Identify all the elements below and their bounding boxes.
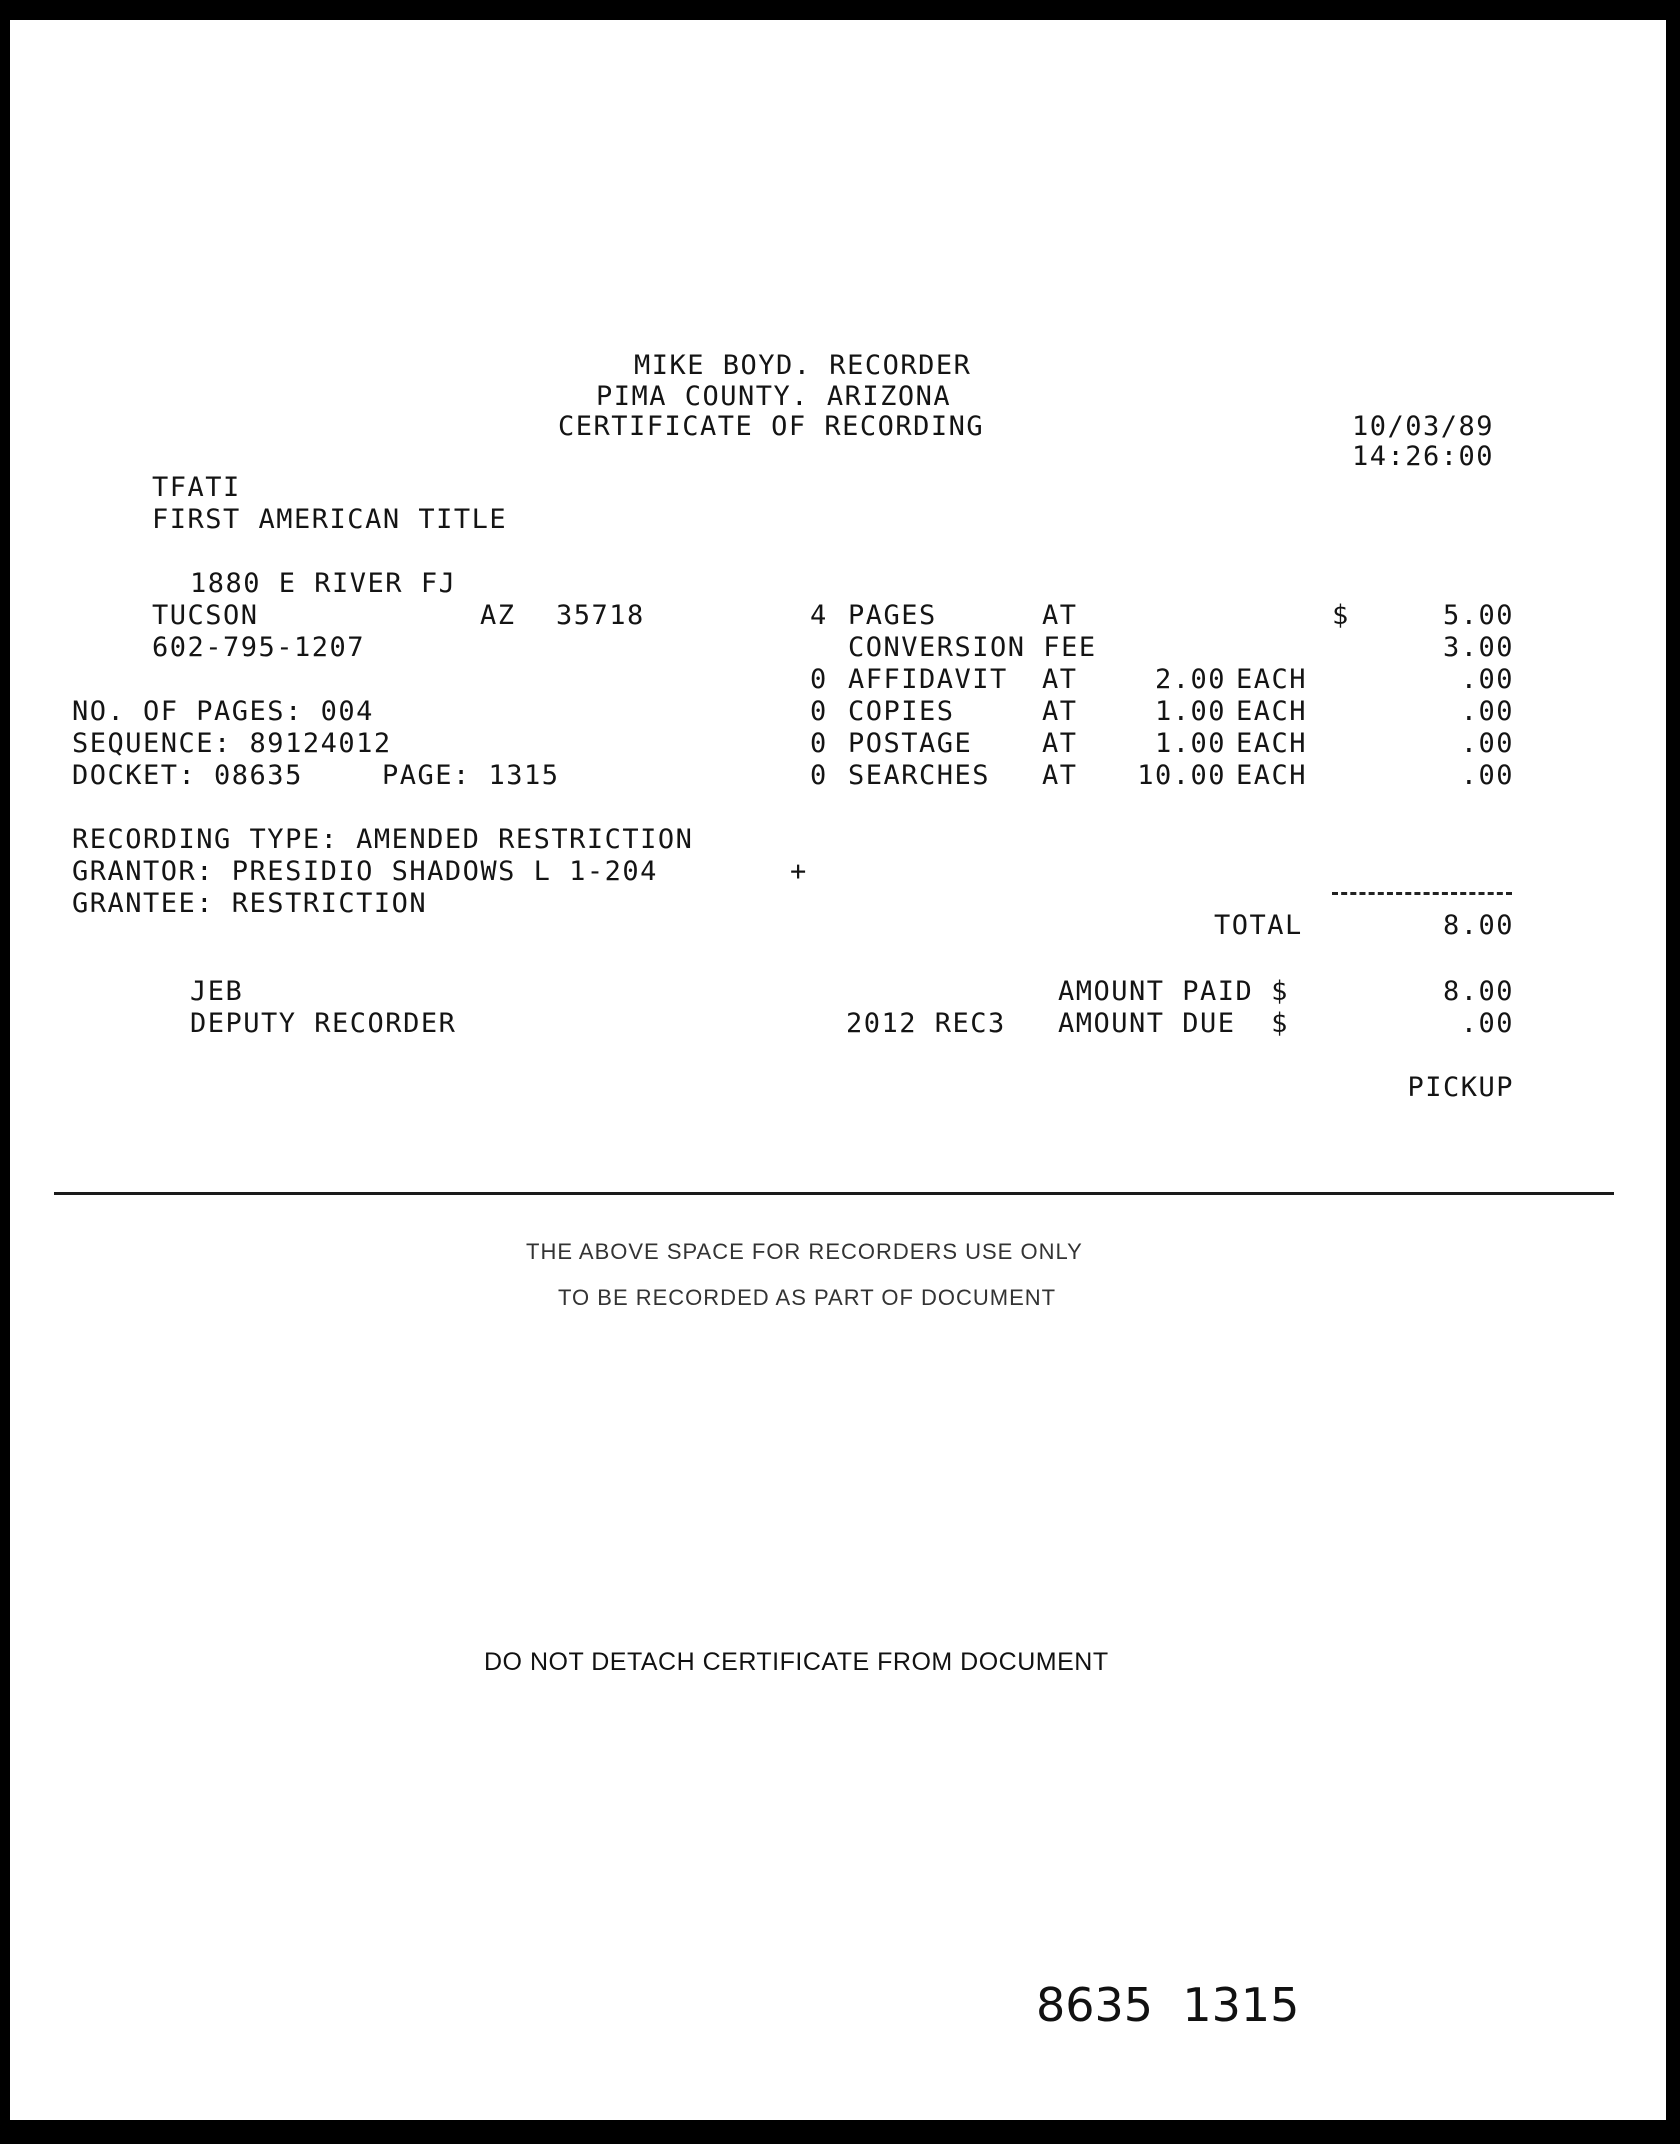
detach-warning: DO NOT DETACH CERTIFICATE FROM DOCUMENT bbox=[484, 1648, 1109, 1676]
recorder-use-note: THE ABOVE SPACE FOR RECORDERS USE ONLY bbox=[526, 1239, 1083, 1264]
fee-qty: 0 bbox=[810, 728, 828, 759]
docket-page: PAGE: 1315 bbox=[382, 760, 560, 791]
deputy-initials: JEB bbox=[190, 976, 244, 1007]
recorder-space-rule bbox=[54, 1192, 1614, 1195]
stamp-page: 1315 bbox=[1182, 1978, 1300, 2032]
fee-item: PAGES bbox=[848, 600, 937, 631]
fee-qty: 0 bbox=[810, 696, 828, 727]
customer-code: TFATI bbox=[152, 472, 241, 503]
fee-item: COPIES bbox=[848, 696, 955, 727]
fee-item: SEARCHES bbox=[848, 760, 991, 791]
amount-due: .00 bbox=[1460, 1008, 1514, 1039]
document-title: CERTIFICATE OF RECORDING bbox=[558, 411, 985, 442]
continuation-mark: + bbox=[790, 856, 808, 887]
fee-qty: 0 bbox=[810, 664, 828, 695]
amount-due-label: AMOUNT DUE $ bbox=[1058, 1008, 1289, 1039]
fee-amount: 5.00 bbox=[1442, 600, 1514, 631]
total-divider bbox=[1332, 892, 1512, 895]
pickup-label: PICKUP bbox=[1407, 1072, 1514, 1103]
fee-at: AT bbox=[1042, 728, 1078, 759]
county-name: PIMA COUNTY. ARIZONA bbox=[596, 381, 952, 412]
fee-at: AT bbox=[1042, 664, 1078, 695]
number-of-pages: NO. OF PAGES: 004 bbox=[72, 696, 374, 727]
fee-item: CONVERSION FEE bbox=[848, 632, 1097, 663]
stamp-docket: 8635 bbox=[1036, 1978, 1154, 2032]
grantor: GRANTOR: PRESIDIO SHADOWS L 1-204 bbox=[72, 856, 658, 887]
fee-rate: 1.00 bbox=[1154, 696, 1226, 727]
fee-each: EACH bbox=[1236, 696, 1308, 727]
docket-page-stamp bbox=[1036, 1980, 1299, 2030]
deputy-title: DEPUTY RECORDER bbox=[190, 1008, 457, 1039]
fee-item: POSTAGE bbox=[848, 728, 973, 759]
total-label: TOTAL bbox=[1214, 910, 1303, 941]
fee-rate: 1.00 bbox=[1154, 728, 1226, 759]
fee-at: AT bbox=[1042, 696, 1078, 727]
fee-amount: .00 bbox=[1460, 696, 1514, 727]
currency-symbol: $ bbox=[1332, 600, 1350, 631]
recording-type: RECORDING TYPE: AMENDED RESTRICTION bbox=[72, 824, 694, 855]
sequence-number: SEQUENCE: 89124012 bbox=[72, 728, 392, 759]
amount-paid: 8.00 bbox=[1442, 976, 1514, 1007]
fee-amount: .00 bbox=[1460, 664, 1514, 695]
fee-amount: .00 bbox=[1460, 728, 1514, 759]
customer-zip: 35718 bbox=[556, 600, 645, 631]
recorder-name: MIKE BOYD. RECORDER bbox=[634, 350, 972, 381]
fee-amount: 3.00 bbox=[1442, 632, 1514, 663]
register-code: 2012 REC3 bbox=[846, 1008, 1006, 1039]
record-date: 10/03/89 bbox=[1352, 411, 1495, 442]
customer-street: 1880 E RIVER FJ bbox=[190, 568, 457, 599]
customer-phone: 602-795-1207 bbox=[152, 632, 366, 663]
customer-state: AZ bbox=[480, 600, 516, 631]
fee-rate: 10.00 bbox=[1137, 760, 1226, 791]
record-time: 14:26:00 bbox=[1352, 441, 1495, 472]
customer-name: FIRST AMERICAN TITLE bbox=[152, 504, 508, 535]
record-as-part-note: TO BE RECORDED AS PART OF DOCUMENT bbox=[558, 1285, 1057, 1310]
amount-paid-label: AMOUNT PAID $ bbox=[1058, 976, 1289, 1007]
customer-city: TUCSON bbox=[152, 600, 259, 631]
fee-rate: 2.00 bbox=[1154, 664, 1226, 695]
fee-each: EACH bbox=[1236, 664, 1308, 695]
total-amount: 8.00 bbox=[1442, 910, 1514, 941]
fee-item: AFFIDAVIT bbox=[848, 664, 1008, 695]
fee-at: AT bbox=[1042, 600, 1078, 631]
docket-number: DOCKET: 08635 bbox=[72, 760, 303, 791]
document-page bbox=[10, 20, 1666, 2120]
fee-amount: .00 bbox=[1460, 760, 1514, 791]
fee-each: EACH bbox=[1236, 760, 1308, 791]
fee-at: AT bbox=[1042, 760, 1078, 791]
fee-each: EACH bbox=[1236, 728, 1308, 759]
fee-qty: 0 bbox=[810, 760, 828, 791]
grantee: GRANTEE: RESTRICTION bbox=[72, 888, 428, 919]
fee-qty: 4 bbox=[810, 600, 828, 631]
